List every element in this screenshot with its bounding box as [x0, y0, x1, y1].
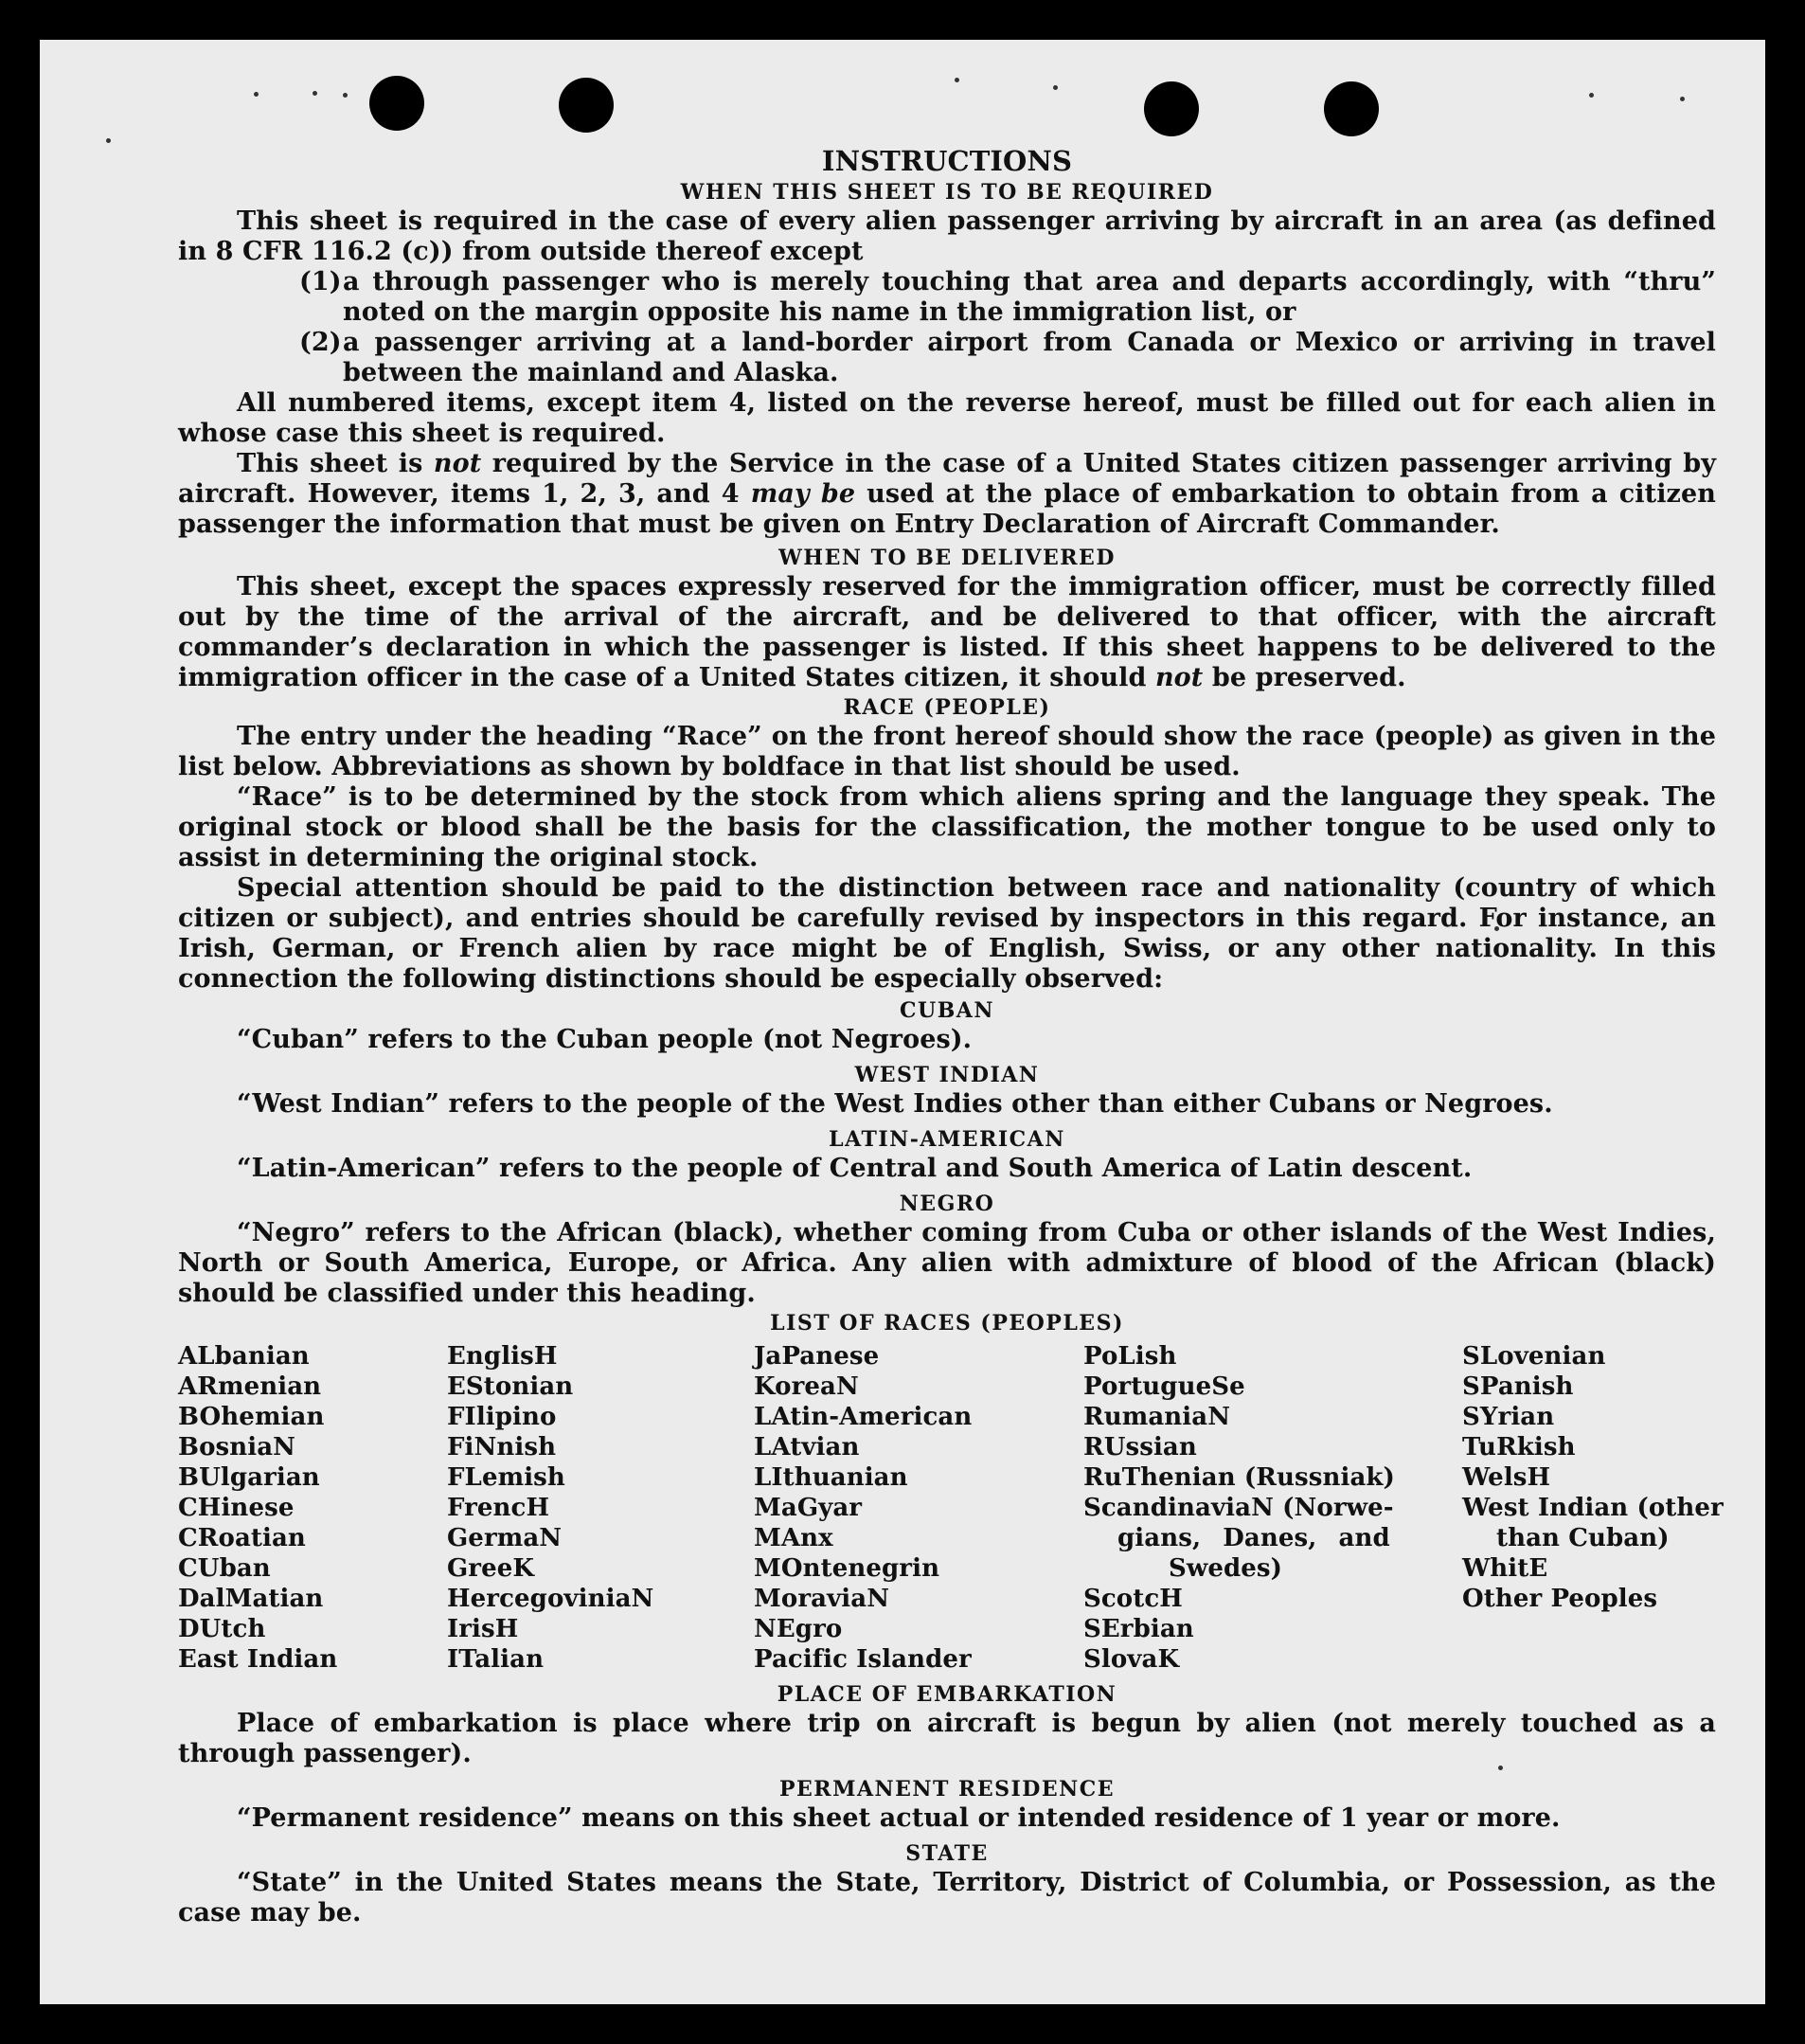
race-entry: NEgro	[754, 1615, 843, 1643]
speck	[106, 138, 111, 143]
race-entry-continued: Swedes)	[1169, 1554, 1283, 1583]
race-entry: RuThenian (Russniak)	[1083, 1463, 1395, 1492]
speck	[343, 93, 348, 98]
race-entry: FiNnish	[447, 1433, 557, 1461]
race-entry: BosniaN	[178, 1433, 296, 1461]
race-entry: MoraviaN	[754, 1585, 890, 1613]
race-column-2	[447, 1341, 754, 1675]
latin-american-text: “Latin-American” refers to the people of Central and South America of Latin descent.	[237, 1154, 1473, 1183]
section-heading-state: STATE	[905, 1841, 989, 1866]
race-entry: FIlipino	[447, 1403, 557, 1431]
race-entry: ScotcH	[1083, 1585, 1183, 1613]
race-entry: RumaniaN	[1083, 1403, 1231, 1431]
item-number: (1)	[299, 267, 342, 296]
race-entry: MaGyar	[754, 1494, 863, 1522]
race-entry: ARmenian	[178, 1372, 322, 1401]
race-entry: LAtin-American	[754, 1403, 973, 1431]
speck	[1589, 93, 1594, 98]
citizen-paragraph: This sheet is not required by the Service in the case of a United States citizen passenger arriving by aircraft. However, items 1, 2, 3, and 4 may be used at the place of embarkation to obtain from a citizen passenger the information that must be given on Entry Declaration of Aircraft Commander.	[178, 449, 1717, 539]
punch-hole	[559, 78, 614, 133]
punch-hole	[1144, 81, 1199, 136]
race-entry: SYrian	[1462, 1403, 1555, 1431]
race-entry: MAnx	[754, 1524, 833, 1552]
race-entry: Pacific Islander	[754, 1645, 972, 1674]
race-entry: LAtvian	[754, 1433, 860, 1461]
punch-hole	[1324, 81, 1379, 136]
race-entry: GreeK	[447, 1554, 535, 1583]
exception-item-2	[178, 328, 1716, 388]
section-heading-list-of-races: LIST OF RACES (PEOPLES)	[770, 1311, 1124, 1336]
race-entry: BOhemian	[178, 1403, 325, 1431]
delivered-paragraph: This sheet, except the spaces expressly reserved for the immigration officer, must be correctly filled out by the time of the arrival of the aircraft, and be delivered to that officer, with the aircraft commander’s declaration in which the passenger is listed. If this sheet happens to be delivered to the immigration officer in the case of a United States citizen, it should not be preserved.	[178, 572, 1716, 692]
race-entry: ITalian	[447, 1645, 545, 1674]
race-column-3	[754, 1341, 1083, 1675]
page-title: INSTRUCTIONS	[821, 145, 1073, 177]
race-paragraph-1: The entry under the heading “Race” on the front hereof should show the race (people) as given in the list below. Abbreviations as shown by boldface in that list should be used.	[178, 722, 1716, 781]
race-entry: FLemish	[447, 1463, 565, 1492]
cuban-text: “Cuban” refers to the Cuban people (not Negroes).	[237, 1025, 973, 1054]
section-heading-required: WHEN THIS SHEET IS TO BE REQUIRED	[680, 180, 1214, 205]
race-paragraph-3: Special attention should be paid to the distinction between race and nationality (country of which citizen or subject), and entries should be carefully revised by inspectors in this regard. For instance, an Irish, German, or French alien by race might be of English, Swiss, or any other nationality. In this connection the following distinctions should be especially observed:	[178, 873, 1716, 994]
race-entry: Other Peoples	[1462, 1585, 1658, 1613]
race-entry: TuRkish	[1462, 1433, 1576, 1461]
race-entry: WhitE	[1462, 1554, 1548, 1583]
race-entry: HercegoviniaN	[447, 1585, 654, 1613]
race-entry: East Indian	[178, 1645, 338, 1674]
race-entry: ScandinaviaN (Norwe-	[1083, 1494, 1394, 1522]
numbered-items-paragraph: All numbered items, except item 4, listed on the reverse hereof, must be filled out for each alien in whose case this sheet is required.	[178, 388, 1716, 448]
race-entry: DalMatian	[178, 1585, 324, 1613]
speck	[254, 92, 259, 97]
race-entry: FrencH	[447, 1494, 550, 1522]
race-entry: CHinese	[178, 1494, 295, 1522]
required-intro: This sheet is required in the case of every alien passenger arriving by aircraft in an area (as defined in 8 CFR 116.2 (c)) from outside thereof except	[178, 206, 1716, 266]
race-entry: CUban	[178, 1554, 271, 1583]
permanent-residence-text: “Permanent residence” means on this sheet actual or intended residence of 1 year or more.	[237, 1803, 1561, 1833]
speck	[1680, 97, 1685, 101]
race-entry: SPanish	[1462, 1372, 1574, 1401]
race-entry: JaPanese	[754, 1342, 880, 1371]
race-entry: SlovaK	[1083, 1645, 1180, 1674]
document-page	[40, 40, 1765, 2004]
race-entry: WelsH	[1462, 1463, 1551, 1492]
speck	[313, 91, 317, 96]
section-heading-latin-american: LATIN-AMERICAN	[829, 1127, 1065, 1152]
section-heading-west-indian: WEST INDIAN	[854, 1063, 1040, 1087]
race-entry: West Indian (other	[1462, 1494, 1724, 1522]
instructions-content	[178, 144, 1724, 1928]
race-entry: EStonian	[447, 1372, 574, 1401]
section-heading-permanent-residence: PERMANENT RESIDENCE	[779, 1777, 1115, 1802]
section-heading-race: RACE (PEOPLE)	[843, 695, 1051, 720]
race-paragraph-2: “Race” is to be determined by the stock from which aliens spring and the language they speak. The original stock or blood shall be the basis for the classification, the mother tongue to be used only to assist in determining the original stock.	[178, 782, 1716, 872]
section-heading-delivered: WHEN TO BE DELIVERED	[778, 546, 1116, 570]
race-entry: SLovenian	[1462, 1342, 1606, 1371]
item-number: (2)	[299, 328, 342, 357]
race-entry: DUtch	[178, 1615, 266, 1643]
speck	[1053, 85, 1058, 90]
section-heading-negro: NEGRO	[899, 1192, 995, 1216]
race-entry: BUlgarian	[178, 1463, 320, 1492]
race-entry: PoLish	[1083, 1342, 1177, 1371]
race-entry: MOntenegrin	[754, 1554, 940, 1583]
race-column-4	[1083, 1341, 1462, 1675]
race-entry: SErbian	[1083, 1615, 1194, 1643]
punch-hole	[369, 76, 424, 131]
state-text: “State” in the United States means the State, Territory, District of Columbia, or Possession, as the case may be.	[178, 1868, 1716, 1927]
race-entry: ALbanian	[178, 1342, 310, 1371]
race-list	[178, 1341, 1724, 1675]
negro-text: “Negro” refers to the African (black), whether coming from Cuba or other islands of the West Indies, North or South America, Europe, or Africa. Any alien with admixture of blood of the African (black) should be classified under this heading.	[178, 1218, 1716, 1308]
race-entry: GermaN	[447, 1524, 563, 1552]
race-entry-continued: gians, Danes, and	[1117, 1524, 1390, 1552]
race-column-1	[178, 1341, 447, 1675]
section-heading-cuban: CUBAN	[900, 998, 994, 1023]
item-text: a through passenger who is merely touching that area and departs accordingly, with “thru” noted on the margin opposite his name in the immigration list, or	[343, 267, 1716, 327]
race-entry-continued: than Cuban)	[1496, 1524, 1670, 1552]
exception-item-1	[178, 267, 1716, 328]
race-entry: KoreaN	[754, 1372, 859, 1401]
item-text: a passenger arriving at a land-border airport from Canada or Mexico or arriving in travel between the mainland and Alaska.	[343, 328, 1716, 387]
speck	[955, 78, 959, 82]
section-heading-embarkation: PLACE OF EMBARKATION	[777, 1682, 1117, 1707]
embarkation-text: Place of embarkation is place where trip on aircraft is begun by alien (not merely touched as a through passenger).	[178, 1709, 1716, 1768]
race-entry: CRoatian	[178, 1524, 306, 1552]
race-entry: LIthuanian	[754, 1463, 908, 1492]
race-entry: PortugueSe	[1083, 1372, 1245, 1401]
race-entry: IrisH	[447, 1615, 519, 1643]
west-indian-text: “West Indian” refers to the people of the West Indies other than either Cubans or Negroes.	[237, 1089, 1553, 1119]
race-entry: EnglisH	[447, 1342, 558, 1371]
race-column-5	[1462, 1341, 1724, 1675]
race-entry: RUssian	[1083, 1433, 1197, 1461]
